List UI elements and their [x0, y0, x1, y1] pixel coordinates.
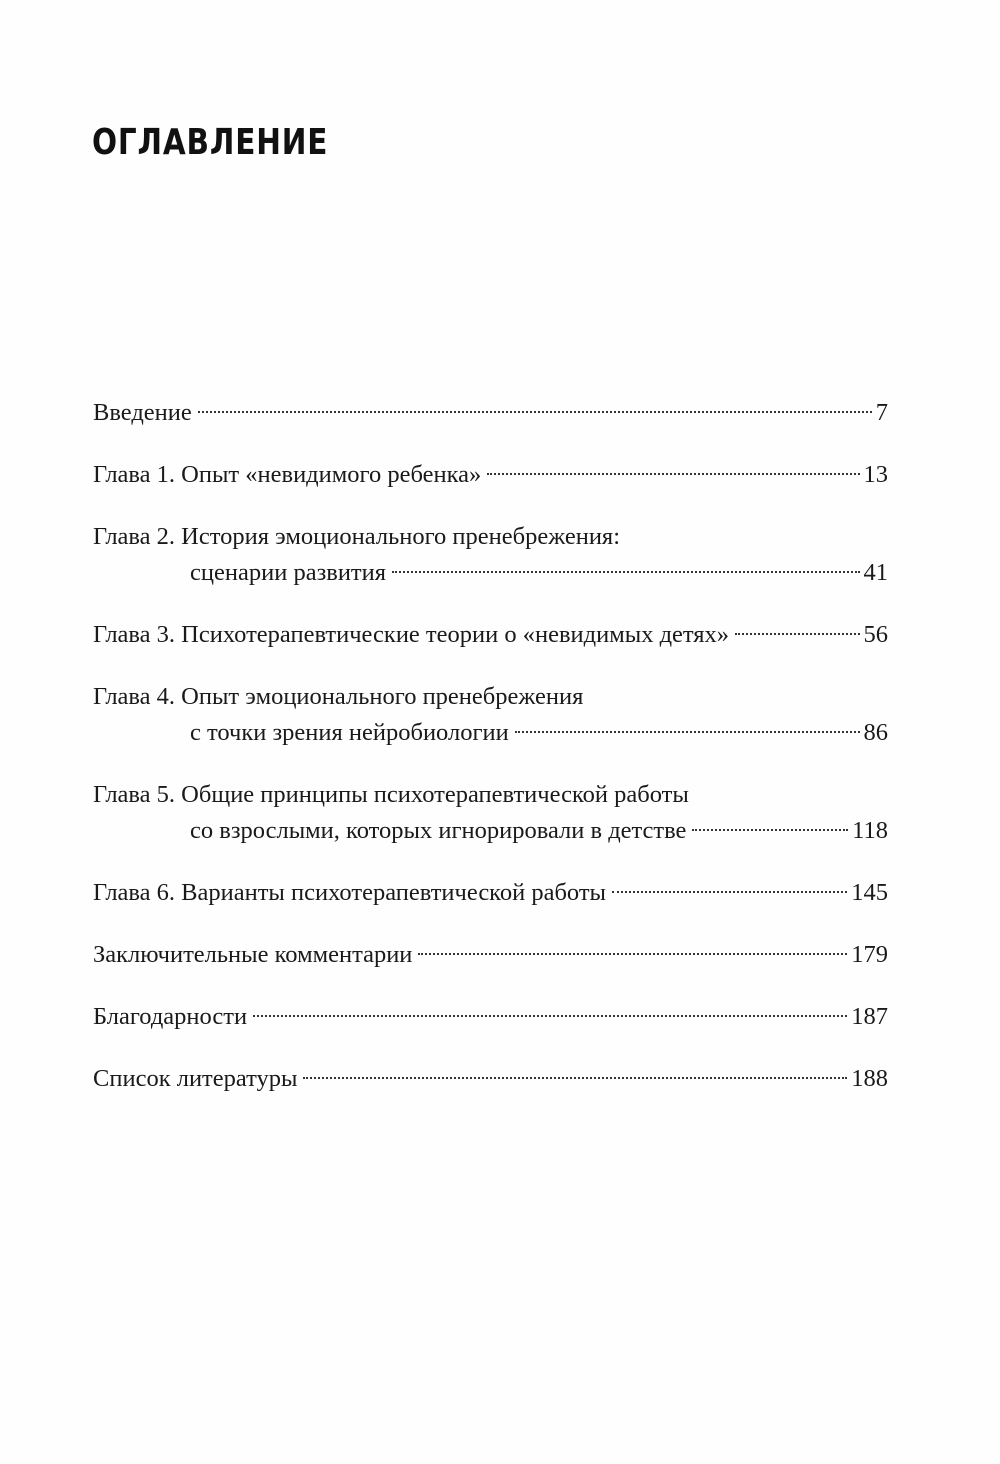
- toc-entry-chapter-6: [93, 875, 888, 911]
- toc-entry-label: Глава 6. Варианты психотерапевтической работы: [93, 879, 607, 906]
- dot-leader: [303, 1077, 847, 1079]
- toc-line: [93, 875, 888, 911]
- toc-line: [93, 937, 888, 973]
- toc-entry-chapter-1: [93, 457, 888, 493]
- toc-entry-label: Глава 2. История эмоционального пренебрежения:: [93, 523, 621, 550]
- toc-entry-acknowledgements: [93, 999, 888, 1035]
- dot-leader: [253, 1015, 847, 1017]
- toc-page-number: 187: [851, 1003, 888, 1030]
- toc-entry-label-continuation: со взрослыми, которых игнорировали в детстве: [190, 817, 687, 844]
- toc-entry-label: Список литературы: [93, 1065, 298, 1092]
- dot-leader: [692, 829, 848, 831]
- toc-entry-label: Заключительные комментарии: [93, 941, 413, 968]
- toc-entry-closing-comments: [93, 937, 888, 973]
- toc-entry-label-continuation: с точки зрения нейробиологии: [190, 719, 509, 746]
- dot-leader: [612, 891, 847, 893]
- toc-line: [93, 679, 888, 715]
- toc-entry-chapter-3: [93, 617, 888, 653]
- toc-entry-chapter-2: [93, 519, 888, 591]
- toc-entry-introduction: [93, 395, 888, 431]
- toc-entry-label: Глава 5. Общие принципы психотерапевтической работы: [93, 781, 689, 808]
- toc-entry-label: Глава 3. Психотерапевтические теории о «невидимых детях»: [93, 621, 730, 648]
- toc-line: [93, 999, 888, 1035]
- toc-line-continuation: [93, 555, 888, 591]
- toc-line: [93, 777, 888, 813]
- dot-leader: [392, 571, 859, 573]
- toc-page-number: 118: [852, 817, 888, 844]
- toc-page-number: 7: [875, 399, 888, 426]
- dot-leader: [198, 411, 872, 413]
- toc-page-number: 188: [851, 1065, 888, 1092]
- toc-line: [93, 519, 888, 555]
- table-of-contents: [93, 395, 888, 1097]
- toc-line: [93, 395, 888, 431]
- toc-entry-label-continuation: сценарии развития: [190, 559, 387, 586]
- toc-line: [93, 457, 888, 493]
- toc-entry-label: Глава 1. Опыт «невидимого ребенка»: [93, 461, 482, 488]
- dot-leader: [515, 731, 860, 733]
- dot-leader: [487, 473, 859, 475]
- toc-entry-label: Глава 4. Опыт эмоционального пренебрежения: [93, 683, 584, 710]
- toc-page-number: 56: [863, 621, 888, 648]
- dot-leader: [735, 633, 859, 635]
- toc-line: [93, 617, 888, 653]
- toc-page-number: 41: [863, 559, 888, 586]
- toc-page-number: 13: [863, 461, 888, 488]
- toc-line-continuation: [93, 813, 888, 849]
- dot-leader: [418, 953, 847, 955]
- toc-entry-bibliography: [93, 1061, 888, 1097]
- toc-line-continuation: [93, 715, 888, 751]
- page-title: ОГЛАВЛЕНИЕ: [92, 122, 329, 163]
- toc-page-number: 86: [863, 719, 888, 746]
- toc-line: [93, 1061, 888, 1097]
- toc-entry-chapter-5: [93, 777, 888, 849]
- toc-entry-label: Благодарности: [93, 1003, 248, 1030]
- toc-page-number: 145: [851, 879, 888, 906]
- toc-entry-label: Введение: [93, 399, 192, 426]
- toc-entry-chapter-4: [93, 679, 888, 751]
- toc-page-number: 179: [851, 941, 888, 968]
